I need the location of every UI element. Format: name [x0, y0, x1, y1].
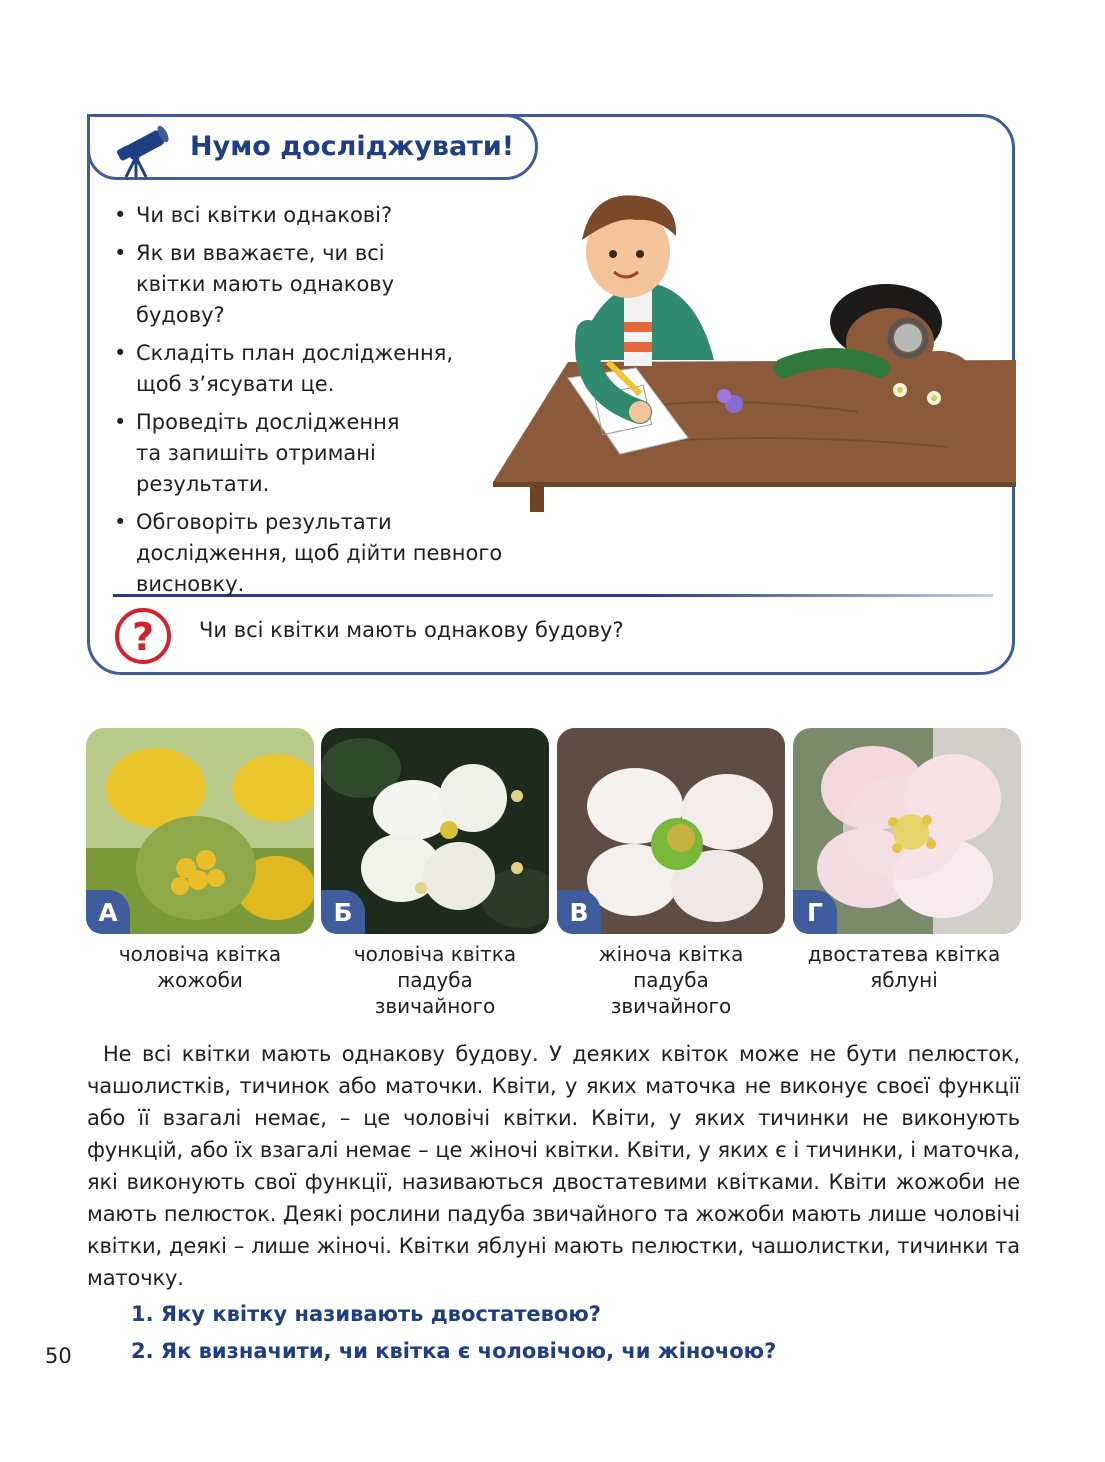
flower-caption: чоловіча квітка падуба звичайного [353, 942, 517, 1018]
body-paragraph: Не всі квітки мають однакову будову. У деяких квіток може не бути пелюсток, чашолистків, тичинок або маточки. Квіти, у яких маточка не виконує своєї функції або її взагалі немає, – це чоловічі квітки. Квіти, у яких тичинки не виконують функцій, або їх взагалі немає – це жіночі квітки. Квіти, у яких є і тичинки, і маточка, які виконують свої функції, називаються двостатевими квітками. Квіти жожоби не мають пелюсток. Деякі рослини падуба звичайного та жожоби мають лише чоловічі квітки, деякі – лише жіночі. Квітки яблуні мають пелюстки, чашолистки, тичинки та маточку. [87, 1042, 1020, 1290]
bullet-item: • Чи всі квітки однакові? [110, 200, 560, 231]
flower-caption: двостатева квітка яблуні [807, 942, 1001, 992]
telescope-icon [108, 123, 172, 179]
explore-header [87, 114, 538, 180]
review-question: 1. Яку квітку називають двостатевою? [131, 1302, 601, 1326]
bullet-item: • Як ви вважаєте, чи всі квітки мають однакову будову? [110, 238, 436, 331]
question-icon [113, 606, 173, 666]
children-research-illustration [488, 182, 1016, 522]
svg-text:?: ? [131, 615, 155, 659]
explore-title: Нумо досліджувати! [190, 131, 515, 162]
flower-caption: чоловіча квітка жожоби [118, 942, 282, 992]
flower-letter-badge: Г [793, 890, 837, 934]
page-number: 50 [45, 1344, 72, 1368]
flower-caption: жіноча квітка падуба звичайного [598, 942, 744, 1018]
explore-question: Чи всі квітки мають однакову будову? [199, 618, 624, 642]
explore-bullet-list [110, 200, 560, 607]
flower-letter-badge: В [557, 890, 601, 934]
flower-letter-badge: Б [321, 890, 365, 934]
bullet-item: • Складіть план дослідження, щоб зʼясувати це. [110, 338, 456, 400]
bullet-item: • Проведіть дослідження та запишіть отримані результати. [110, 407, 416, 500]
bullet-item: • Обговоріть результати дослідження, щоб дійти певного висновку. [110, 507, 536, 600]
flower-letter-badge: А [86, 890, 130, 934]
review-question: 2. Як визначити, чи квітка є чоловічою, чи жіночою? [131, 1339, 777, 1363]
